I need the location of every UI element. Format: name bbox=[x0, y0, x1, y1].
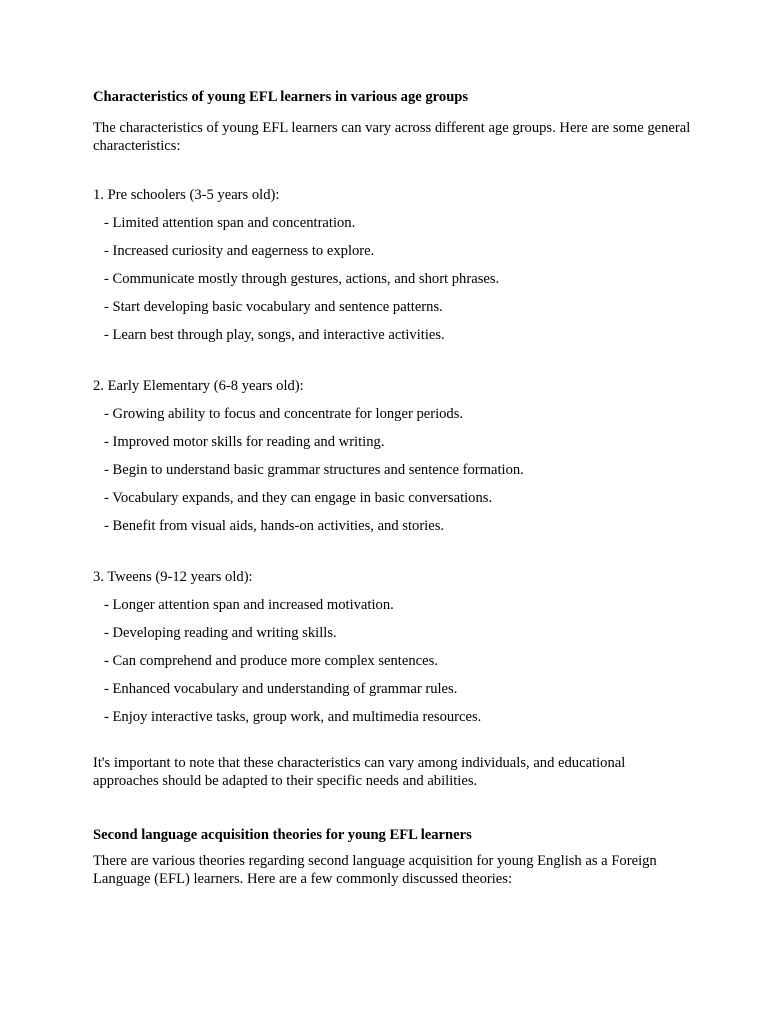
list-item: - Learn best through play, songs, and interactive activities. bbox=[104, 327, 445, 343]
list-item: - Limited attention span and concentration. bbox=[104, 215, 356, 231]
list-item: - Improved motor skills for reading and writing. bbox=[104, 434, 385, 450]
theories-intro-paragraph: There are various theories regarding second language acquisition for young English as a Foreign Language (EFL) learners. Here are a few commonly discussed theories: bbox=[93, 853, 657, 887]
bullet-list bbox=[93, 594, 693, 728]
list-item: - Can comprehend and produce more complex sentences. bbox=[104, 653, 438, 669]
section-tweens bbox=[93, 566, 693, 728]
list-item: - Enjoy interactive tasks, group work, and multimedia resources. bbox=[104, 709, 482, 725]
list-item: - Longer attention span and increased motivation. bbox=[104, 597, 394, 613]
section-title: 1. Pre schoolers (3-5 years old): bbox=[93, 187, 280, 203]
section-early-elementary bbox=[93, 375, 693, 537]
list-item: - Communicate mostly through gestures, actions, and short phrases. bbox=[104, 271, 500, 287]
list-item: - Begin to understand basic grammar structures and sentence formation. bbox=[104, 462, 524, 478]
section-title: 2. Early Elementary (6-8 years old): bbox=[93, 378, 304, 394]
list-item: - Vocabulary expands, and they can engage in basic conversations. bbox=[104, 490, 493, 506]
list-item: - Benefit from visual aids, hands-on activities, and stories. bbox=[104, 518, 445, 534]
list-item: - Enhanced vocabulary and understanding of grammar rules. bbox=[104, 681, 458, 697]
list-item: - Start developing basic vocabulary and sentence patterns. bbox=[104, 299, 443, 315]
list-item: - Increased curiosity and eagerness to explore. bbox=[104, 243, 375, 259]
section-preschoolers bbox=[93, 184, 693, 346]
document-page bbox=[93, 86, 693, 888]
bullet-list bbox=[93, 403, 693, 537]
note-paragraph: It's important to note that these characteristics can vary among individuals, and educational approaches should be adapted to their specific needs and abilities. bbox=[93, 755, 626, 789]
list-item: - Growing ability to focus and concentrate for longer periods. bbox=[104, 406, 464, 422]
heading-characteristics: Characteristics of young EFL learners in various age groups bbox=[93, 89, 469, 105]
intro-paragraph: The characteristics of young EFL learners can vary across different age groups. Here are some general characteristics: bbox=[93, 120, 691, 154]
list-item: - Developing reading and writing skills. bbox=[104, 625, 337, 641]
bullet-list bbox=[93, 212, 693, 346]
heading-sla-theories: Second language acquisition theories for young EFL learners bbox=[93, 827, 472, 843]
section-title: 3. Tweens (9-12 years old): bbox=[93, 569, 253, 585]
